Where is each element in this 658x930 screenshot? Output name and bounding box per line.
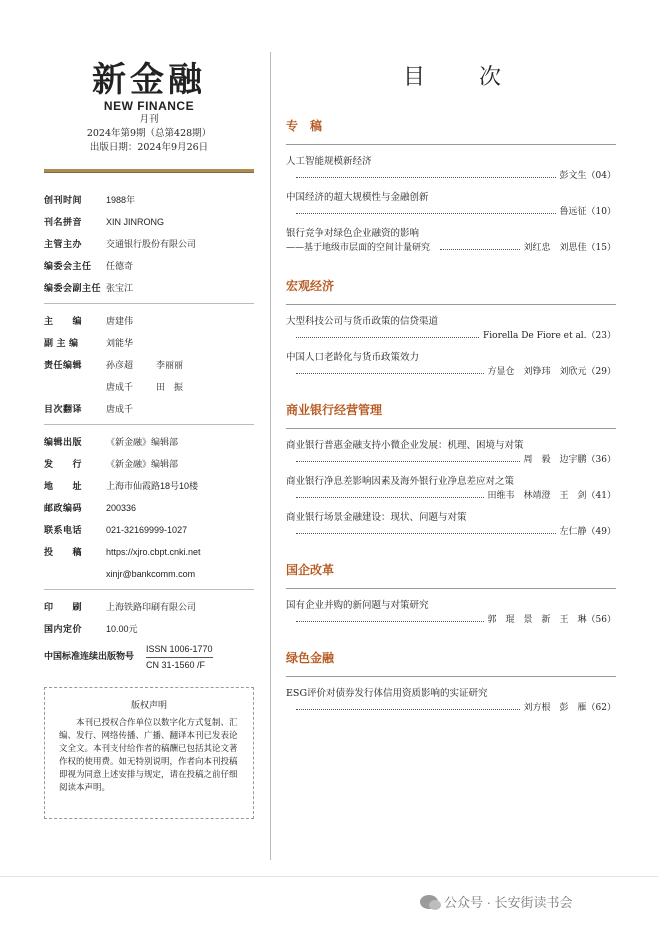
toc-entry-title: 中国经济的超大规模性与金融创新	[286, 192, 429, 203]
toc-entry-author-page: 周 毅 边宇鹏（36）	[523, 455, 616, 465]
toc-title: 目 次	[402, 65, 517, 90]
dot-leader	[296, 461, 520, 462]
toc-entry-line	[286, 525, 616, 539]
section-divider	[286, 588, 616, 589]
info-row	[44, 233, 254, 255]
toc-entry-author-page: 郭 琨 景 新 王 琳（56）	[487, 615, 616, 625]
section-gap	[286, 547, 616, 561]
toc-entry[interactable]	[286, 687, 616, 715]
toc-entry[interactable]	[286, 191, 616, 219]
info-label: 投 稿	[44, 547, 83, 557]
info-value-secondary	[156, 310, 254, 332]
info-value: 200336	[106, 503, 137, 513]
dot-leader	[296, 177, 556, 178]
toc-entry-author-page: 左仁静（49）	[559, 527, 616, 537]
section-gap	[286, 387, 616, 401]
toc-entry[interactable]	[286, 599, 616, 627]
section-divider	[286, 144, 616, 145]
toc-entry-title: 商业银行场景金融建设：现状、问题与对策	[286, 512, 467, 523]
toc-entry[interactable]	[286, 475, 616, 503]
toc-entry-title: 国有企业并购的新问题与对策研究	[286, 600, 429, 611]
info-value: 孙彦超	[106, 360, 134, 370]
info-label: 发 行	[44, 459, 83, 469]
info-label: 创刊时间	[44, 195, 83, 205]
info-label: 副 主 编	[44, 338, 79, 348]
toc-entry-title: 商业银行净息差影响因素及海外银行业净息差应对之策	[286, 476, 515, 487]
masthead-column	[44, 40, 254, 819]
toc-section-heading: 绿色金融	[286, 651, 335, 665]
info-value: 唐建伟	[106, 316, 134, 326]
info-value: 021-32169999-1027	[106, 525, 188, 535]
info-label	[44, 376, 106, 398]
toc-entry[interactable]	[286, 439, 616, 467]
section-divider	[286, 428, 616, 429]
serial-label: 中国标准连续出版物号	[44, 651, 135, 661]
toc-section-heading: 专 稿	[286, 119, 323, 133]
journal-logo-english: NEW FINANCE	[103, 99, 195, 113]
dot-leader	[296, 533, 556, 534]
frequency: 月刊	[139, 114, 159, 125]
info-label: 责任编辑	[44, 360, 83, 370]
info-value: 10.00元	[106, 624, 138, 634]
info-group-print	[44, 596, 254, 640]
toc-entry[interactable]	[286, 227, 616, 255]
divider	[44, 303, 254, 304]
toc-entry-line	[286, 613, 616, 627]
wechat-icon	[420, 895, 438, 909]
toc-entry-line	[286, 701, 616, 715]
info-row	[44, 255, 254, 277]
toc-entry-line	[286, 489, 616, 503]
divider	[44, 169, 254, 173]
section-divider	[286, 304, 616, 305]
info-label: 印 刷	[44, 602, 83, 612]
info-value: 唐成千	[106, 382, 134, 392]
info-label: 刊名拼音	[44, 217, 83, 227]
dot-leader	[296, 337, 479, 338]
info-value: 《新金融》编辑部	[106, 437, 179, 447]
info-label: 地 址	[44, 481, 83, 491]
toc-section-heading: 国企改革	[286, 563, 335, 577]
info-value: 上海铁路印刷有限公司	[106, 602, 197, 612]
dot-leader	[296, 709, 520, 710]
info-label: 编辑出版	[44, 437, 83, 447]
info-group-publisher	[44, 431, 254, 585]
toc-entry-line	[286, 169, 616, 183]
issue-number: 2024年第9期（总第428期）	[86, 128, 212, 139]
info-group-basic	[44, 189, 254, 299]
toc-entry-author-page: 方显仓 刘铮玮 刘欣元（29）	[487, 367, 616, 377]
info-row	[44, 431, 254, 453]
divider	[44, 424, 254, 425]
info-row	[44, 354, 254, 376]
info-value-secondary	[156, 332, 254, 354]
info-row	[44, 332, 254, 354]
toc-entry-subtitle: ——基于地级市层面的空间计量研究	[286, 243, 431, 253]
toc-entry-author-page: 田维韦 林靖澄 王 剑（41）	[487, 491, 616, 501]
info-value: 交通银行股份有限公司	[106, 239, 197, 249]
info-value-secondary: 田 振	[156, 382, 184, 392]
toc-entry-author-page: Fiorella De Fiore et al.（23）	[483, 331, 616, 341]
publish-date: 出版日期：2024年9月26日	[89, 142, 209, 153]
section-gap	[286, 263, 616, 277]
info-value: 上海市仙霞路18号10楼	[106, 481, 199, 491]
dot-leader	[296, 373, 484, 374]
toc-entry[interactable]	[286, 351, 616, 379]
info-label: 目次翻译	[44, 404, 83, 414]
info-value: 张宝江	[106, 283, 134, 293]
toc-entry-title: 商业银行普惠金融支持小微企业发展：机理、困境与对策	[286, 440, 524, 451]
info-label: 主管主办	[44, 239, 83, 249]
journal-logo: 新金融	[92, 60, 206, 100]
section-gap	[286, 635, 616, 649]
toc-entry-author-page: 彭文生（04）	[559, 171, 616, 181]
section-divider	[286, 676, 616, 677]
info-row	[44, 376, 254, 398]
issn: ISSN 1006-1770	[146, 642, 213, 658]
watermark	[420, 892, 573, 911]
info-row	[44, 519, 254, 541]
info-row	[44, 563, 254, 585]
toc-entry-title: ESG评价对债券发行体信用资质影响的实证研究	[286, 688, 488, 699]
toc-sections	[286, 117, 616, 737]
dot-leader	[440, 249, 520, 250]
copyright-title: 版权声明	[130, 700, 167, 710]
toc-entry-line	[286, 205, 616, 219]
toc-entry-title: 人工智能规模新经济	[286, 156, 372, 167]
dot-leader	[296, 621, 484, 622]
info-row	[44, 277, 254, 299]
serial-number-row	[44, 642, 254, 673]
toc-entry[interactable]	[286, 315, 616, 343]
toc-entry-author-page: 刘方根 彭 雁（62）	[523, 703, 616, 713]
toc-entry-line	[286, 365, 616, 379]
info-value-secondary	[156, 398, 254, 420]
info-value: 任德奇	[106, 261, 134, 271]
toc-entry[interactable]	[286, 511, 616, 539]
info-label: 国内定价	[44, 624, 83, 634]
info-value: XIN JINRONG	[106, 217, 165, 227]
info-value: 唐成千	[106, 404, 134, 414]
info-row	[44, 211, 254, 233]
toc-entry-title: 大型科技公司与货币政策的信贷渠道	[286, 316, 439, 327]
info-row	[44, 189, 254, 211]
info-label: 邮政编码	[44, 503, 83, 513]
info-row	[44, 596, 254, 618]
toc-entry-title: 银行竞争对绿色企业融资的影响	[286, 228, 420, 239]
toc-section-heading: 商业银行经营管理	[286, 403, 383, 417]
toc-section-heading: 宏观经济	[286, 279, 335, 293]
info-row	[44, 453, 254, 475]
info-group-editors	[44, 310, 254, 420]
toc-entry-author-page: 鲁远征（10）	[559, 207, 616, 217]
info-row	[44, 618, 254, 640]
dot-leader	[296, 213, 556, 214]
toc-entry-title: 中国人口老龄化与货币政策效力	[286, 352, 420, 363]
toc-entry[interactable]	[286, 155, 616, 183]
info-value: 1988年	[106, 195, 136, 205]
section-gap	[286, 723, 616, 737]
info-value-secondary: 李丽丽	[156, 360, 184, 370]
info-label: 联系电话	[44, 525, 83, 535]
info-label: 主 编	[44, 316, 83, 326]
divider	[44, 589, 254, 590]
info-row	[44, 398, 254, 420]
info-label	[44, 563, 106, 585]
info-value: xinjr@bankcomm.com	[106, 569, 196, 579]
info-value: 刘能华	[106, 338, 134, 348]
info-value: https://xjro.cbpt.cnki.net	[106, 547, 201, 557]
info-label: 编委会副主任	[44, 283, 102, 293]
info-row	[44, 541, 254, 563]
info-row	[44, 310, 254, 332]
info-value: 《新金融》编辑部	[106, 459, 179, 469]
column-divider	[270, 52, 271, 860]
info-row	[44, 475, 254, 497]
toc-entry-line	[286, 453, 616, 467]
copyright-body: 本刊已授权合作单位以数字化方式复制、汇编、发行、网络传播、广播、翻译本刊已发表论文全文。本刊支付给作者的稿酬已包括其论文著作权的使用费。如无特别说明，作者向本刊投稿即视为同意上述安排与规定，请在投稿之前仔细阅读本声明。	[59, 718, 238, 793]
cn-number: CN 31-1560 /F	[146, 660, 206, 670]
footer-divider	[0, 876, 658, 877]
watermark-text: 公众号 · 长安街读书会	[444, 895, 573, 910]
toc-column	[286, 54, 616, 737]
copyright-notice	[44, 687, 254, 819]
info-label: 编委会主任	[44, 261, 92, 271]
toc-entry-author-page: 刘红忠 刘思佳（15）	[523, 243, 616, 253]
toc-entry-line	[286, 329, 616, 343]
info-row	[44, 497, 254, 519]
dot-leader	[296, 497, 484, 498]
toc-entry-line	[286, 241, 616, 255]
